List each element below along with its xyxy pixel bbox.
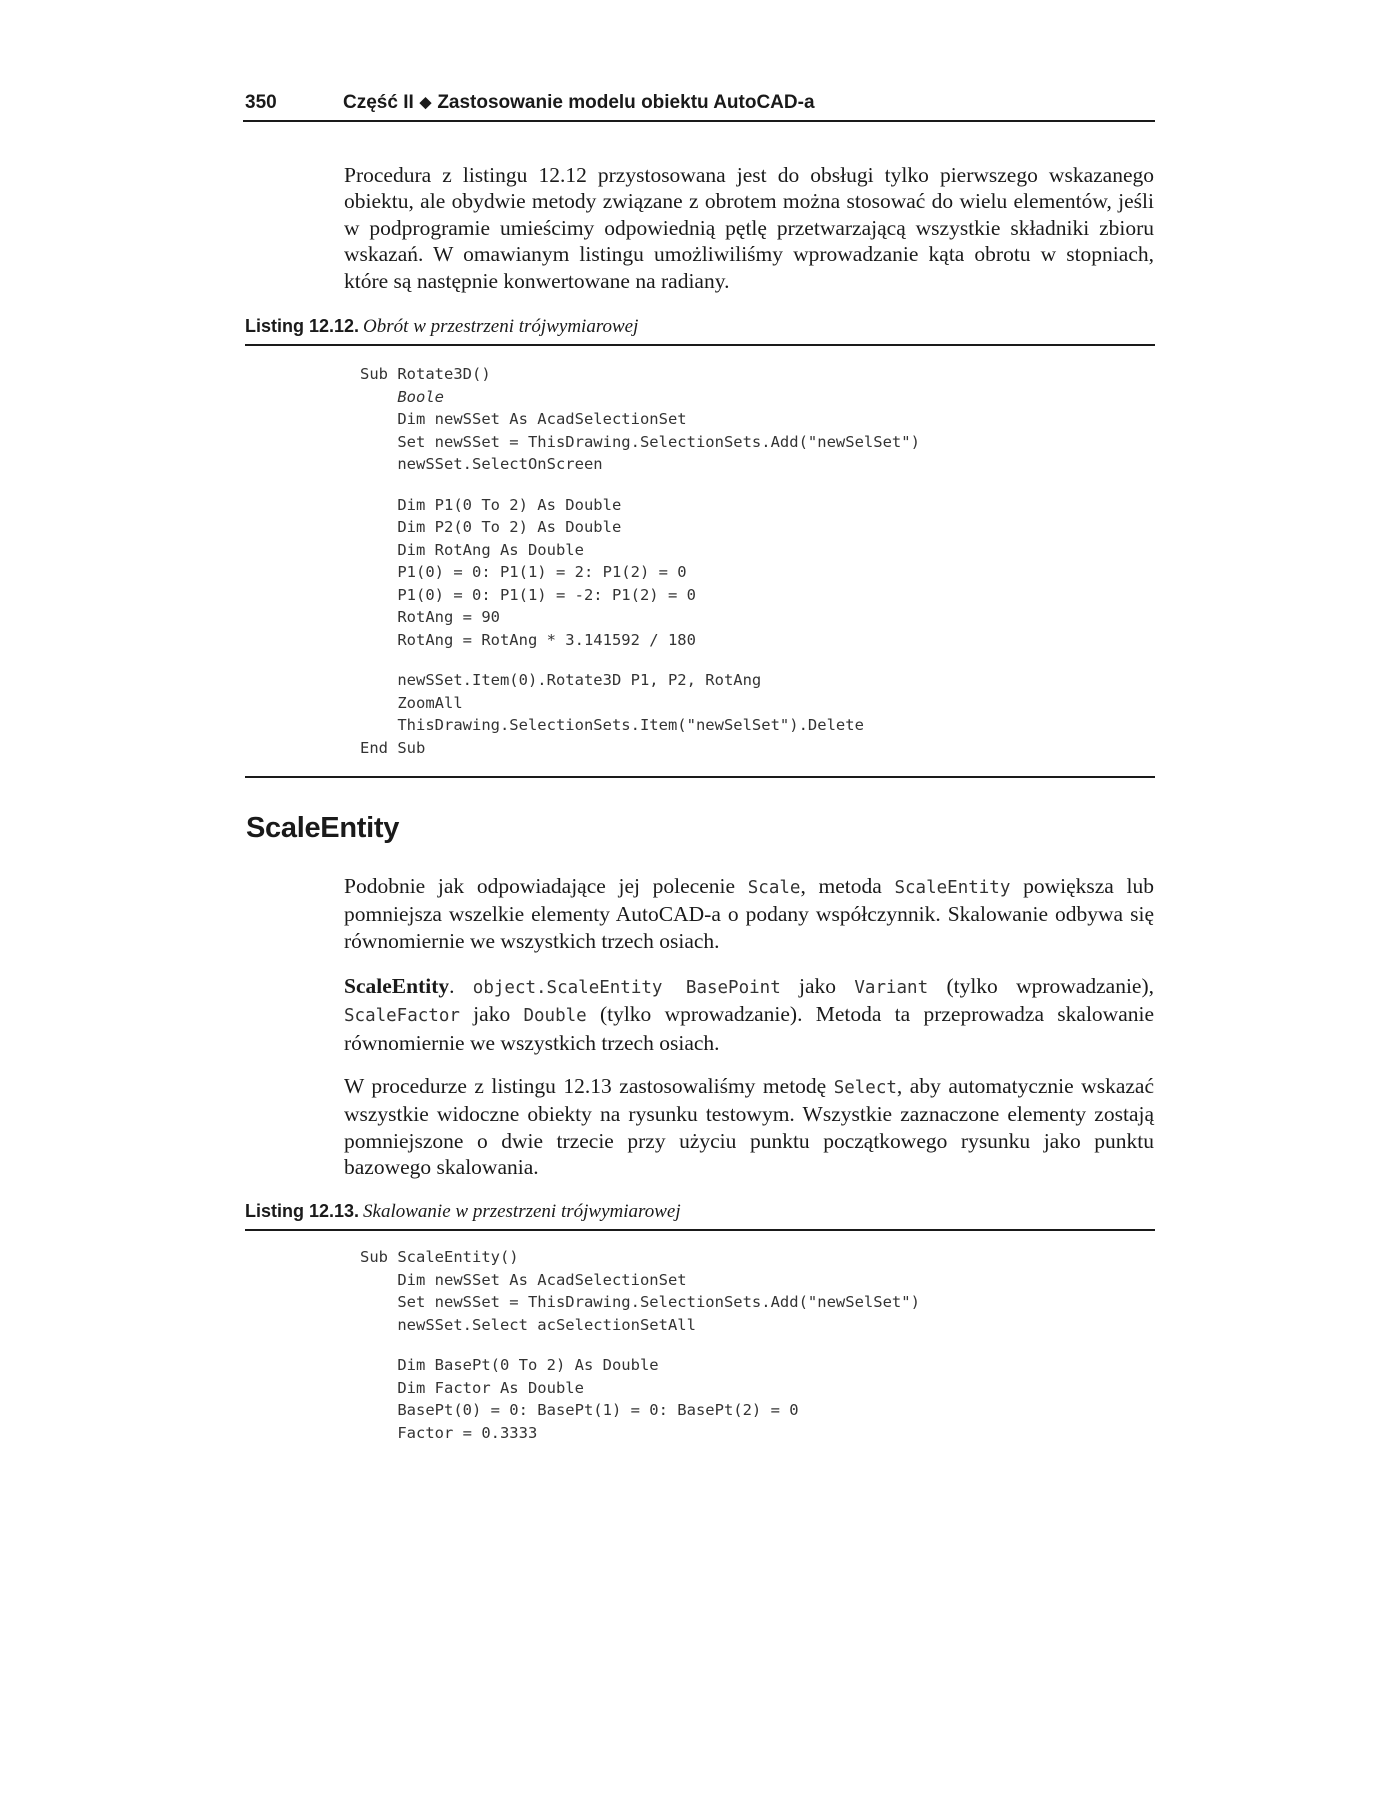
scaleentity-paragraph-2 bbox=[344, 973, 1154, 1056]
intro-paragraph: Procedura z listingu 12.12 przystosowana jest do obsługi tylko pierwszego wskazanego obiektu, ale obydwie metody związane z obrotem można stosować do wielu elementów, jeśli w podprogramie umieścimy odpowiednią pętlę przetwarzającą wszystkie składniki zbioru wskazań. W omawianym listingu umożliwiliśmy wprowadzanie kąta obrotu w stopniach, które są następnie konwertowane na radiany. bbox=[344, 163, 1154, 293]
code-line: Boole bbox=[360, 387, 444, 406]
listing-12-13-code bbox=[360, 1246, 920, 1444]
part-label: Część II bbox=[343, 92, 414, 113]
code-line: P1(0) = 0: P1(1) = 2: P1(2) = 0 bbox=[360, 563, 687, 581]
code-line: Dim P2(0 To 2) As Double bbox=[360, 518, 622, 536]
code-variant: Variant bbox=[854, 978, 929, 998]
code-line: RotAng = RotAng * 3.141592 / 180 bbox=[360, 630, 696, 649]
code-line: P1(0) = 0: P1(1) = -2: P1(2) = 0 bbox=[360, 585, 696, 604]
listing-12-12-end-rule bbox=[245, 776, 1155, 778]
listing-12-12-title: Obrót w przestrzeni trójwymiarowej bbox=[363, 316, 639, 337]
listing-12-13-title: Skalowanie w przestrzeni trójwymiarowej bbox=[363, 1201, 681, 1222]
section-heading: ScaleEntity bbox=[246, 812, 400, 844]
scaleentity-paragraph-3 bbox=[344, 1073, 1154, 1181]
page-number: 350 bbox=[245, 92, 277, 113]
running-head-title bbox=[343, 92, 815, 114]
code-line: Sub Rotate3D() bbox=[360, 365, 491, 383]
code-line bbox=[360, 1336, 920, 1354]
code-line: Dim RotAng As Double bbox=[360, 540, 584, 559]
code-scalefactor: ScaleFactor bbox=[344, 1006, 460, 1027]
text-run: , metoda bbox=[800, 874, 895, 898]
text-run: Podobnie jak odpowiadające jej polecenie bbox=[344, 874, 748, 898]
code-line bbox=[360, 651, 920, 669]
code-line: Dim P1(0 To 2) As Double bbox=[360, 495, 622, 514]
code-line: Sub ScaleEntity() bbox=[360, 1248, 519, 1266]
listing-12-12-caption bbox=[245, 316, 1155, 346]
listing-12-12-label: Listing 12.12. bbox=[245, 316, 360, 336]
code-line: Dim newSSet As AcadSelectionSet bbox=[360, 1270, 687, 1289]
text-run: . bbox=[449, 974, 473, 998]
code-line: BasePt(0) = 0: BasePt(1) = 0: BasePt(2) = 0 bbox=[360, 1401, 799, 1419]
text-run: jako bbox=[780, 974, 855, 998]
listing-12-13-caption bbox=[245, 1201, 1155, 1231]
code-line: ZoomAll bbox=[360, 693, 463, 712]
diamond-separator-icon: ◆ bbox=[419, 94, 432, 111]
code-line: Set newSSet = ThisDrawing.SelectionSets.Add("newSelSet") bbox=[360, 432, 920, 451]
code-double: Double bbox=[523, 1006, 587, 1027]
code-line: Dim BasePt(0 To 2) As Double bbox=[360, 1356, 659, 1374]
code-line: Set newSSet = ThisDrawing.SelectionSets.Add("newSelSet") bbox=[360, 1293, 920, 1311]
text-run: , aby automatycznie wskazać wszystkie widoczne obiekty na rysunku testowym. Wszystkie zaznaczone elementy zostają pomniejszone o dwie trzecie przy użyciu punktu początkowego rysunku jako punktu bazowego skalowania. bbox=[344, 1074, 1154, 1180]
running-header bbox=[243, 88, 1155, 122]
method-name: ScaleEntity bbox=[344, 974, 450, 998]
code-line: Factor = 0.3333 bbox=[360, 1423, 538, 1442]
chapter-title: Zastosowanie modelu obiektu AutoCAD-a bbox=[437, 92, 815, 113]
code-line: Dim newSSet As AcadSelectionSet bbox=[360, 410, 687, 428]
code-line: Dim Factor As Double bbox=[360, 1378, 584, 1397]
code-line bbox=[360, 476, 920, 494]
text-run: (tylko wprowadzanie), bbox=[928, 974, 1154, 998]
code-line: RotAng = 90 bbox=[360, 608, 500, 626]
code-line: ThisDrawing.SelectionSets.Item("newSelSet").Delete bbox=[360, 716, 864, 734]
text-run: jako bbox=[459, 1002, 524, 1027]
text-run: W procedurze z listingu 12.13 zastosowaliśmy metodę bbox=[344, 1074, 834, 1098]
code-line: newSSet.Item(0).Rotate3D P1, P2, RotAng bbox=[360, 671, 762, 689]
listing-12-13-label: Listing 12.13. bbox=[245, 1201, 360, 1221]
code-line: End Sub bbox=[360, 738, 426, 757]
scaleentity-paragraph-1 bbox=[344, 873, 1154, 954]
code-select: Select bbox=[833, 1078, 897, 1098]
code-syntax: object.ScaleEntity BasePoint bbox=[472, 978, 781, 998]
code-line: newSSet.Select acSelectionSetAll bbox=[360, 1315, 696, 1334]
code-scale: Scale bbox=[747, 878, 801, 898]
listing-12-12-code bbox=[360, 363, 920, 759]
code-line: newSSet.SelectOnScreen bbox=[360, 455, 603, 473]
code-scaleentity: ScaleEntity bbox=[894, 878, 1011, 898]
text-run: powiększa lub pomniejsza wszelkie elementy AutoCAD-a o podany współczynnik. Skalowanie odbywa się równomiernie we wszystkich trzech osiach. bbox=[344, 874, 1154, 953]
text-run: (tylko wprowadzanie). Metoda ta przeprowadza skalowanie równomiernie we wszystkich trzech osiach. bbox=[344, 1002, 1154, 1055]
